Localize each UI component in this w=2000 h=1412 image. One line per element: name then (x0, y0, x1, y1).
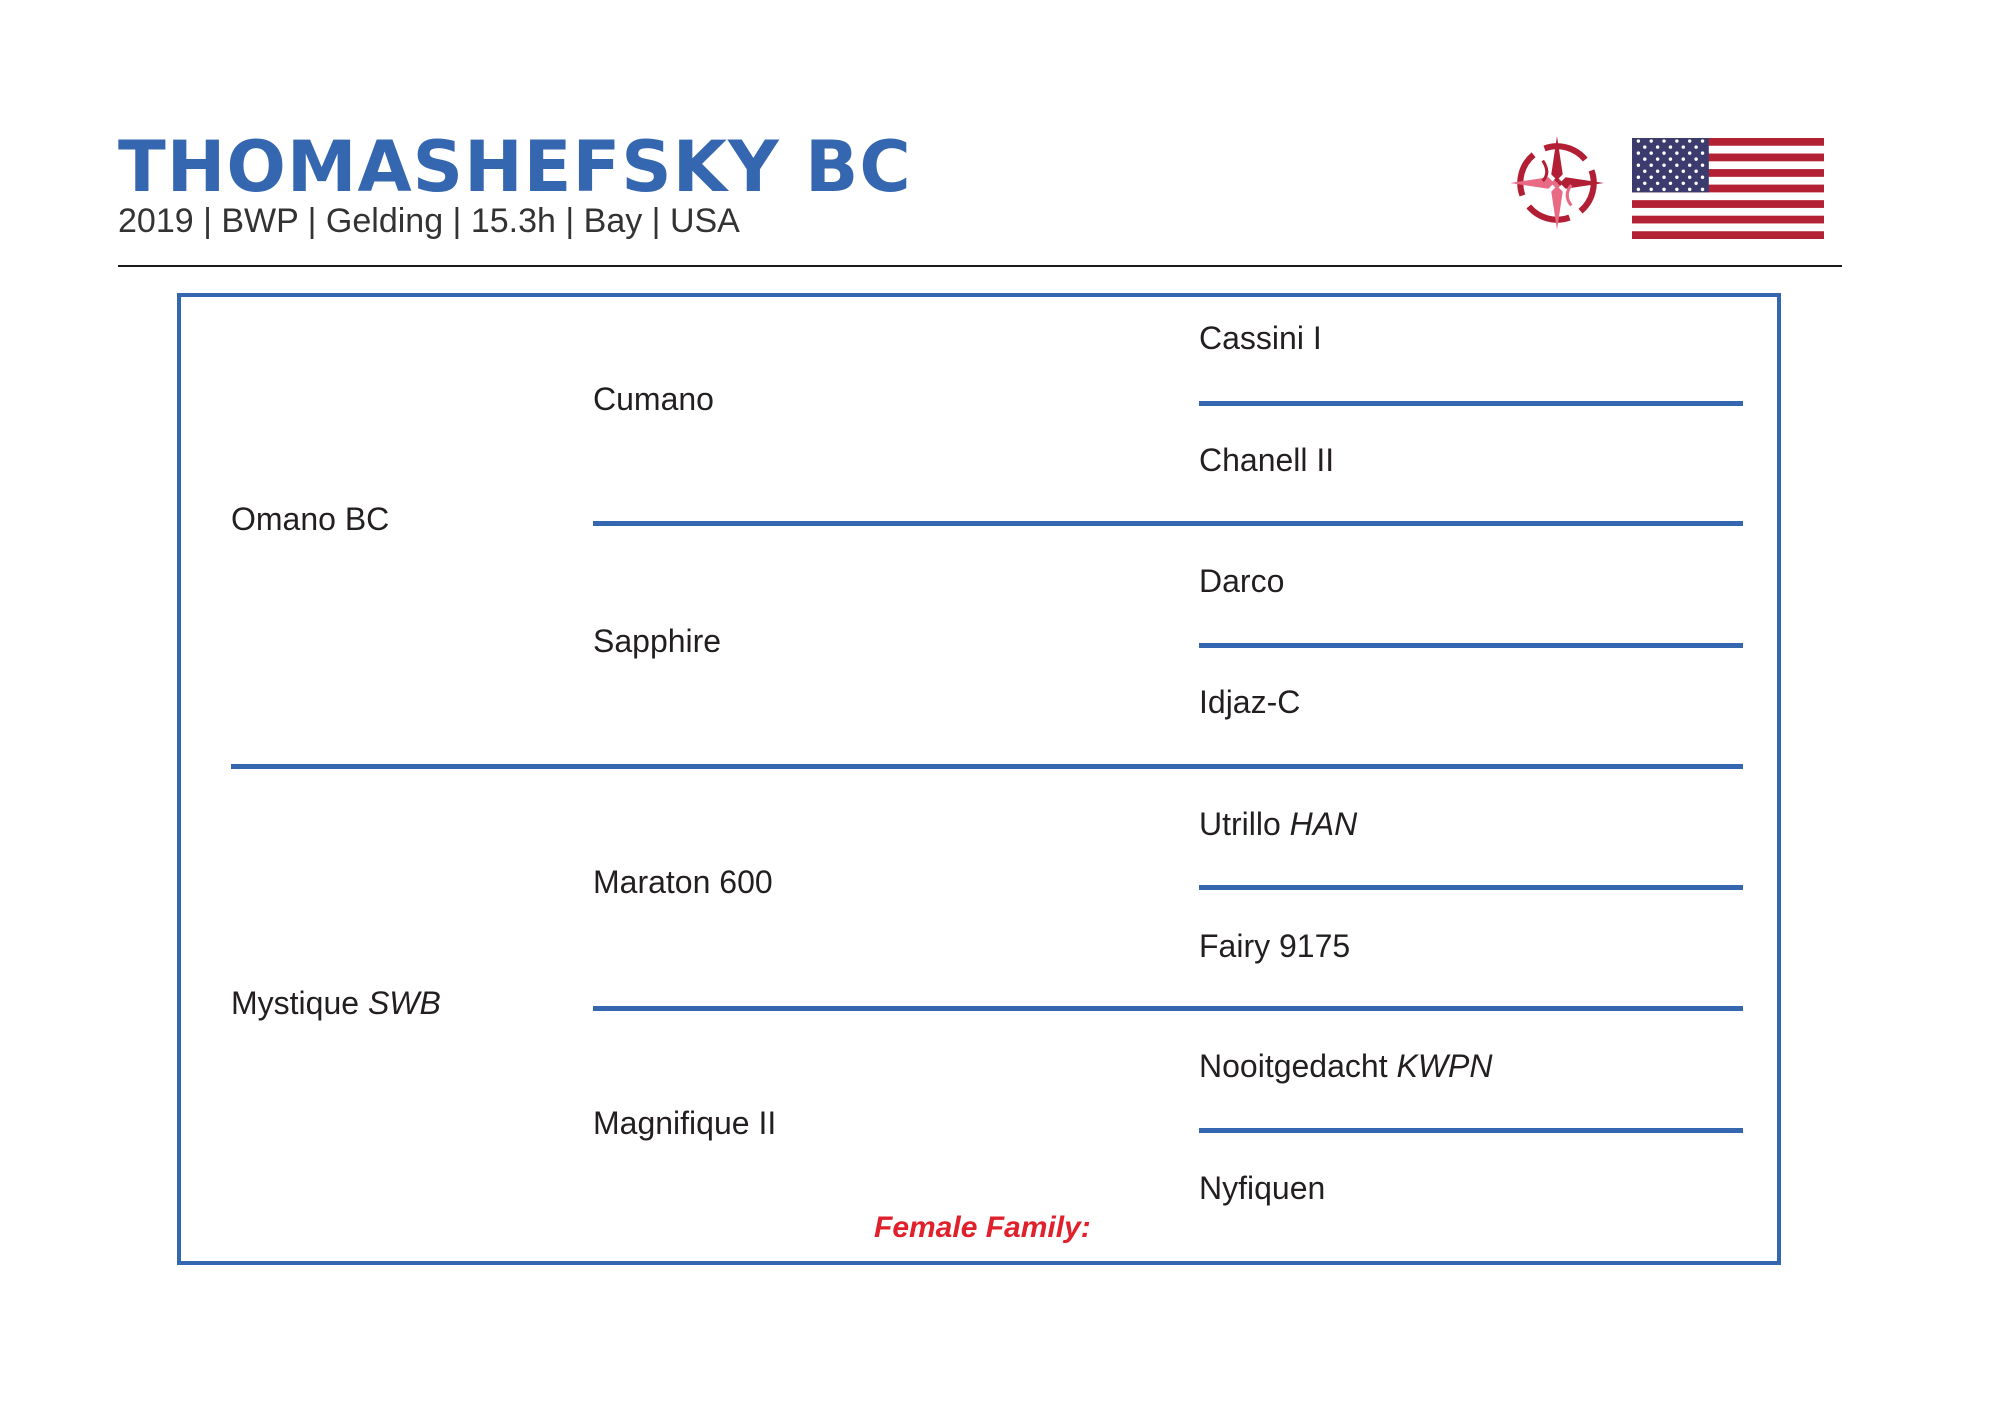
dam-studbook: SWB (367, 985, 441, 1021)
compass-rose-logo-icon (1506, 132, 1608, 234)
sire-dam-name: Sapphire (593, 623, 722, 659)
dam-name: Mystique SWB (231, 985, 441, 1021)
dd-dam-name: Nyfiquen (1199, 1170, 1326, 1206)
dam-sire-name: Maraton 600 (593, 864, 773, 900)
gen3-divider-1 (1199, 401, 1743, 406)
ss-dam-name: Chanell II (1199, 442, 1335, 478)
gen2-upper-divider (593, 521, 1743, 526)
dd-sire-name: Nooitgedacht KWPN (1199, 1048, 1493, 1084)
gen3-divider-4 (1199, 1128, 1743, 1133)
dd-sire-studbook: KWPN (1396, 1048, 1493, 1084)
gen2-lower-divider (593, 1006, 1743, 1011)
horse-details-subtitle: 2019 | BWP | Gelding | 15.3h | Bay | USA (118, 202, 740, 240)
ds-dam-name: Fairy 9175 (1199, 928, 1351, 964)
sd-dam-name: Idjaz-C (1199, 684, 1301, 720)
us-flag-icon (1632, 138, 1824, 239)
ds-sire-studbook: HAN (1289, 806, 1358, 842)
sd-sire-name: Darco (1199, 563, 1285, 599)
ss-sire-name: Cassini I (1199, 320, 1322, 356)
gen3-divider-3 (1199, 885, 1743, 890)
dam-dam-name: Magnifique II (593, 1105, 777, 1141)
sire-sire-name: Cumano (593, 381, 714, 417)
header-divider (118, 265, 1842, 267)
horse-name-title: THOMASHEFSKY BC (118, 126, 912, 208)
ds-sire-name: Utrillo HAN (1199, 806, 1358, 842)
gen3-divider-2 (1199, 643, 1743, 648)
female-family-label: Female Family: (874, 1211, 1091, 1244)
sire-name: Omano BC (231, 501, 390, 537)
sire-dam-divider (231, 764, 1743, 769)
pedigree-frame (177, 293, 1781, 1265)
